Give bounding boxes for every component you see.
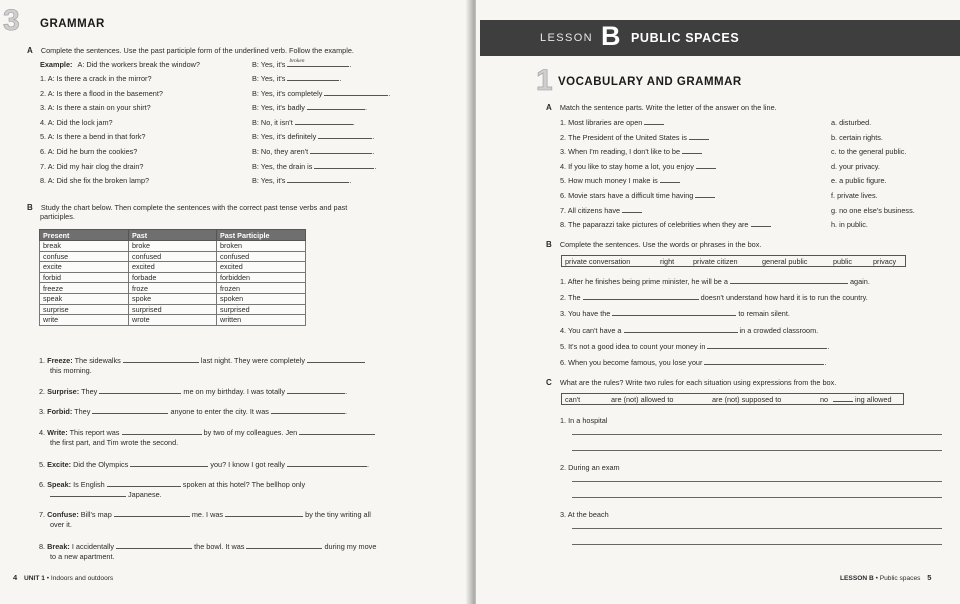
sentence-part: last night. They were completely	[200, 356, 305, 365]
sentence-part: It's not a good idea to count your money in	[568, 341, 706, 351]
word-box-item: private citizen	[693, 257, 738, 266]
chart-cell: speak	[40, 293, 129, 304]
answer-blank[interactable]	[287, 176, 349, 183]
chart-cell: break	[40, 241, 129, 252]
exercise-row	[39, 510, 371, 519]
answer-blank[interactable]	[123, 356, 199, 363]
question-row	[40, 162, 143, 171]
answer-text: private lives.	[837, 191, 878, 200]
fill-row	[560, 358, 826, 367]
match-answer	[831, 176, 887, 185]
verb-label: Forbid:	[47, 407, 73, 416]
match-text: If you like to stay home a lot, you enjoy	[568, 161, 694, 171]
part-b-header: B Study the chart below. Then complete the sentences with the correct past tense verbs and past	[27, 203, 348, 212]
right-page	[476, 0, 960, 604]
answer-blank[interactable]	[310, 147, 372, 154]
word-box-item: privacy	[873, 257, 897, 266]
answer-blank[interactable]	[622, 206, 642, 213]
sentence-part: the bowl. It was	[194, 542, 245, 551]
answer-letter: e.	[831, 176, 838, 186]
answer-blank[interactable]	[295, 118, 353, 125]
sentence-part: by the tiny writing all	[305, 510, 371, 519]
match-answer	[831, 147, 906, 156]
situation-row	[560, 463, 620, 472]
item-number: 3.	[560, 309, 567, 319]
item-number: 2.	[40, 88, 47, 98]
answer-row: B: Yes, the drain is .	[252, 161, 377, 171]
answer-blank[interactable]	[704, 358, 827, 367]
question-text: A: Is there a flood in the basement?	[47, 88, 163, 98]
item-number: 4.	[560, 161, 567, 171]
answer-blank[interactable]	[707, 341, 830, 351]
sentence-part: by two of my colleagues. Jen	[203, 428, 298, 437]
word-box-item: general public	[762, 257, 808, 266]
sentence-part: again.	[850, 277, 870, 286]
sentence-part: over it.	[50, 520, 72, 529]
answer-letter: f.	[831, 191, 836, 200]
answer-blank[interactable]	[612, 309, 736, 316]
match-row	[560, 176, 680, 185]
question-row	[40, 89, 163, 98]
answer-text: certain rights.	[839, 132, 883, 142]
verb-label: Speak:	[47, 480, 72, 489]
r-part-c-header: C What are the rules? Write two rules for each situation using expressions from the box.	[546, 378, 837, 387]
item-number: 1.	[560, 277, 567, 286]
question-row	[40, 132, 145, 141]
example-answer: B: Yes, it's broken .	[252, 58, 352, 69]
match-text: When I'm reading, I don't like to be	[568, 147, 681, 157]
situation-row	[560, 416, 607, 425]
chart-cell: broke	[129, 241, 217, 252]
match-row	[560, 118, 664, 127]
answer-blank[interactable]	[287, 74, 339, 81]
sentence-part: me on my birthday. I was totally	[183, 387, 286, 396]
sentence-part: The	[568, 293, 581, 303]
exercise-row: 3. Forbid: They anyone to enter the city. It was .	[39, 407, 347, 416]
answer-blank[interactable]	[644, 118, 664, 125]
exercise-row	[39, 480, 305, 489]
lesson-banner: LESSON B PUBLIC SPACES	[480, 20, 960, 56]
word-box-item: public	[833, 257, 853, 266]
verb-label: Confuse:	[47, 510, 79, 519]
fill-row	[560, 309, 790, 318]
answer-blank[interactable]	[287, 387, 345, 394]
match-row	[560, 147, 702, 156]
answer-row: B: Yes, it's .	[252, 176, 352, 186]
answer-blank[interactable]	[751, 220, 771, 227]
answer-blank[interactable]	[695, 191, 715, 198]
chart-cell: forbidden	[217, 272, 306, 283]
table-row	[40, 241, 306, 252]
left-footer: 4 UNIT 1 • Indoors and outdoors	[13, 573, 114, 582]
table-row	[40, 251, 306, 262]
exercise-row-cont	[50, 520, 72, 529]
item-number: 1.	[39, 356, 46, 365]
sentence-part: to a new apartment.	[50, 552, 115, 561]
answer-row: B: No, they aren't .	[252, 147, 375, 156]
question-text: A: Did the lock jam?	[47, 117, 113, 127]
item-number: 3.	[560, 147, 567, 157]
exercise-row	[39, 542, 376, 551]
chart-header-cell: Present	[40, 230, 129, 241]
answer-text: in public.	[839, 220, 868, 230]
answer-blank[interactable]	[130, 460, 208, 467]
answer-blank[interactable]	[624, 326, 738, 333]
item-number: 6.	[560, 358, 567, 367]
sentence-part: you? I know I got really	[210, 460, 285, 469]
question-row	[40, 147, 137, 156]
chart-header-cell: Past	[129, 230, 217, 241]
chart-cell: confused	[217, 251, 306, 262]
answer-blank[interactable]	[99, 387, 181, 394]
item-number: 7.	[560, 205, 567, 215]
exercise-row	[39, 356, 365, 365]
answer-blank[interactable]	[314, 162, 374, 169]
match-answer	[831, 162, 880, 171]
sentence-part: The sidewalks	[74, 356, 121, 365]
fill-row	[560, 342, 829, 351]
item-number: 8.	[40, 176, 47, 186]
item-number: 4.	[560, 325, 567, 335]
verb-label: Write:	[47, 428, 68, 437]
item-number: 2.	[560, 463, 567, 472]
question-text: A: Is there a bend in that fork?	[47, 132, 146, 142]
chart-cell: written	[217, 315, 306, 326]
item-number: 8.	[560, 220, 567, 230]
item-number: 3.	[560, 510, 567, 519]
word-box-item: ing allowed	[855, 394, 892, 405]
answer-blank[interactable]	[122, 428, 202, 435]
item-number: 5.	[560, 176, 567, 186]
example-line: Example: A: Did the workers break the window?	[40, 60, 200, 69]
sentence-part: You have the	[568, 309, 611, 319]
exercise-row-cont	[50, 552, 115, 561]
right-footer: LESSON B • Public spaces 5	[840, 573, 932, 582]
sentence-part: They	[74, 407, 91, 416]
question-text: A: Did he burn the cookies?	[47, 147, 138, 156]
item-number: 3.	[39, 407, 46, 416]
answer-prompt: B: Yes, it's badly	[252, 103, 305, 113]
word-box-item: can't	[565, 395, 581, 404]
chart-cell: surprised	[129, 304, 217, 315]
verb-label: Freeze:	[47, 356, 73, 365]
answer-letter: g.	[831, 205, 838, 215]
table-row	[40, 315, 306, 326]
sentence-part: in a crowded classroom.	[739, 325, 819, 335]
table-row	[40, 293, 306, 304]
answer-letter: c.	[831, 147, 837, 157]
verb-label: Excite:	[47, 460, 72, 469]
answer-text: a public figure.	[839, 176, 887, 186]
fill-row	[560, 326, 818, 335]
sentence-part: me. I was	[191, 510, 224, 519]
writing-line[interactable]	[572, 481, 942, 482]
writing-line[interactable]	[572, 528, 942, 529]
sentence-part: .	[824, 358, 827, 367]
writing-line[interactable]	[572, 434, 942, 435]
answer-row: B: Yes, it's .	[252, 74, 342, 83]
question-row	[40, 74, 152, 83]
match-answer	[831, 191, 878, 200]
chart-cell: spoke	[129, 293, 217, 304]
word-box-item: private conversation	[565, 257, 631, 266]
item-number: 6.	[560, 191, 567, 200]
answer-blank[interactable]	[307, 356, 365, 363]
sentence-part: You can't have a	[568, 325, 622, 335]
answer-text: your privacy.	[839, 161, 880, 171]
answer-blank[interactable]	[583, 293, 699, 300]
verb-label: Surprise:	[47, 387, 80, 396]
answer-prompt: B: Yes, it's	[252, 74, 286, 83]
answer-blank[interactable]	[225, 510, 303, 517]
chart-cell: confused	[129, 251, 217, 262]
exercise-row: 2. Surprise: They me on my birthday. I was totally .	[39, 387, 348, 396]
word-box-item: are (not) allowed to	[611, 395, 674, 404]
sentence-part: I accidentally	[71, 542, 115, 551]
writing-line[interactable]	[572, 544, 942, 545]
sentence-part: This report was	[69, 428, 120, 437]
match-answer	[831, 133, 883, 142]
exercise-row: 5. Excite: Did the Olympics you? I know I got really .	[39, 460, 370, 469]
answer-blank[interactable]	[114, 510, 190, 517]
answer-blank[interactable]	[246, 542, 322, 549]
item-number: 4.	[39, 428, 46, 437]
answer-text: no one else's business.	[839, 205, 915, 215]
fill-row	[560, 293, 868, 302]
sentence-part: during my move	[324, 542, 377, 551]
answer-blank[interactable]	[116, 542, 192, 549]
match-answer	[831, 206, 915, 215]
writing-line[interactable]	[572, 450, 942, 451]
section-title: GRAMMAR	[40, 18, 105, 30]
item-number: 6.	[39, 480, 46, 489]
answer-prompt: B: Yes, the drain is	[252, 161, 313, 171]
answer-blank[interactable]	[660, 176, 680, 183]
match-text: All citizens have	[567, 205, 621, 215]
question-text: A: Did she fix the broken lamp?	[47, 176, 150, 186]
word-box-item: no	[820, 395, 829, 404]
answer-blank[interactable]	[271, 407, 345, 414]
chart-cell: spoken	[217, 293, 306, 304]
item-number: 1.	[560, 118, 567, 127]
situation-text: During an exam	[568, 463, 620, 472]
sentence-part: Did the Olympics	[73, 460, 129, 469]
answer-row: B: Yes, it's completely .	[252, 88, 391, 98]
item-number: 1.	[40, 74, 47, 83]
answer-blank[interactable]	[307, 103, 365, 110]
part-b-header-cont: participles.	[40, 212, 75, 221]
word-box-b	[561, 255, 906, 267]
section-number-badge: 3	[3, 4, 20, 37]
chart-cell: confuse	[40, 251, 129, 262]
answer-letter: b.	[831, 132, 838, 142]
word-box-item: are (not) supposed to	[712, 395, 782, 404]
answer-prompt: B: Yes, it's definitely	[252, 132, 317, 142]
answer-blank[interactable]	[92, 407, 168, 414]
table-row	[40, 283, 306, 294]
chart-cell: wrote	[129, 315, 217, 326]
verb-label: Break:	[47, 542, 70, 551]
section-number-badge: 1	[536, 64, 553, 97]
item-number: 4.	[40, 117, 47, 127]
answer-blank[interactable]	[696, 162, 716, 169]
question-row	[40, 176, 149, 185]
match-text: The President of the United States is	[568, 132, 687, 142]
table-row	[40, 272, 306, 283]
match-row	[560, 133, 709, 142]
table-row	[40, 304, 306, 315]
item-number: 5.	[39, 460, 46, 469]
answer-prompt: B: Yes, it's completely	[252, 88, 323, 98]
match-text: The paparazzi take pictures of celebrities when they are	[568, 220, 749, 230]
question-row	[40, 118, 113, 127]
item-number: 1.	[560, 416, 567, 425]
chart-cell: excited	[217, 262, 306, 273]
match-text: How much money I make is	[568, 176, 658, 186]
item-number: 5.	[40, 132, 47, 142]
answer-blank[interactable]	[324, 89, 388, 96]
exercise-row-cont	[50, 490, 162, 499]
chart-cell: excited	[129, 262, 217, 273]
sentence-part: Japanese.	[128, 490, 162, 499]
part-a-header: A Complete the sentences. Use the past participle form of the underlined verb. Follow the example.	[27, 46, 354, 55]
fill-row	[560, 277, 870, 286]
word-box-item: right	[660, 257, 675, 266]
chart-cell: broken	[217, 241, 306, 252]
chart-cell: freeze	[40, 283, 129, 294]
match-row	[560, 162, 716, 171]
question-text: A: Is there a stain on your shirt?	[47, 103, 151, 113]
sentence-part: spoken at this hotel? The bellhop only	[182, 480, 306, 489]
match-row	[560, 220, 771, 229]
match-answer	[831, 118, 871, 127]
situation-text: In a hospital	[568, 416, 608, 425]
word-box-blank	[833, 395, 853, 402]
answer-blank[interactable]	[318, 132, 372, 139]
match-text: Most libraries are open	[568, 118, 643, 127]
word-box-c	[561, 393, 904, 405]
r-part-b-header: B Complete the sentences. Use the words or phrases in the box.	[546, 240, 762, 249]
verb-chart	[39, 229, 306, 326]
answer-blank[interactable]	[107, 480, 181, 487]
sentence-part: They	[81, 387, 98, 396]
item-number: 6.	[40, 147, 47, 156]
answer-blank[interactable]	[287, 460, 367, 467]
answer-row: B: Yes, it's definitely .	[252, 132, 375, 142]
item-number: 2.	[560, 132, 567, 142]
exercise-row	[39, 428, 375, 437]
sentence-part: When you become famous, you lose your	[568, 358, 703, 367]
answer-blank[interactable]	[730, 277, 848, 284]
chart-cell: surprised	[217, 304, 306, 315]
match-answer	[831, 220, 868, 229]
sentence-part: this morning.	[50, 366, 92, 375]
writing-line[interactable]	[572, 497, 942, 498]
answer-row: B: Yes, it's badly .	[252, 103, 367, 113]
answer-blank[interactable]	[50, 490, 126, 497]
chart-cell: forbid	[40, 272, 129, 283]
exercise-row-cont	[50, 366, 92, 375]
answer-prompt: B: Yes, it's	[252, 176, 286, 186]
chart-cell: surprise	[40, 304, 129, 315]
sentence-part: Bill's map	[80, 510, 112, 519]
match-text: Movie stars have a difficult time having	[568, 191, 694, 200]
answer-text: to the general public.	[838, 147, 907, 157]
answer-blank[interactable]	[299, 428, 375, 435]
sentence-part: After he finishes being prime minister, he will be a	[567, 277, 728, 286]
chart-cell: frozen	[217, 283, 306, 294]
chart-header-cell: Past Participle	[217, 230, 306, 241]
item-number: 8.	[39, 542, 46, 551]
sentence-part: to remain silent.	[738, 309, 790, 319]
answer-prompt: B: No, they aren't	[252, 147, 309, 156]
item-number: 2.	[39, 387, 46, 396]
answer-letter: d.	[831, 161, 838, 171]
question-row	[40, 103, 151, 112]
sentence-part: doesn't understand how hard it is to run the country.	[700, 293, 868, 303]
chart-cell: froze	[129, 283, 217, 294]
sentence-part: .	[827, 341, 830, 351]
sentence-part: the first part, and Tim wrote the second.	[50, 438, 179, 447]
item-number: 5.	[560, 341, 567, 351]
item-number: 7.	[40, 161, 47, 171]
chart-cell: forbade	[129, 272, 217, 283]
match-row	[560, 206, 642, 215]
item-number: 3.	[40, 103, 47, 113]
answer-letter: a.	[831, 118, 838, 127]
answer-blank[interactable]	[689, 133, 709, 140]
item-number: 2.	[560, 293, 567, 303]
situation-row	[560, 510, 609, 519]
left-page	[0, 0, 470, 604]
answer-text: disturbed.	[839, 118, 872, 127]
question-text: A: Is there a crack in the mirror?	[47, 74, 152, 83]
answer-prompt: B: No, it isn't	[252, 117, 293, 127]
section-title: VOCABULARY AND GRAMMAR	[558, 76, 742, 88]
match-row	[560, 191, 715, 200]
chart-cell: write	[40, 315, 129, 326]
sentence-part: anyone to enter the city. It was	[170, 407, 269, 416]
situation-text: At the beach	[567, 510, 609, 519]
exercise-row-cont	[50, 438, 178, 447]
item-number: 7.	[39, 510, 46, 519]
sentence-part: Is English	[73, 480, 105, 489]
chart-cell: excite	[40, 262, 129, 273]
answer-row: B: No, it isn't .	[252, 117, 355, 127]
table-row	[40, 262, 306, 273]
r-part-a-header: A Match the sentence parts. Write the letter of the answer on the line.	[546, 103, 777, 112]
question-text: A: Did my hair clog the drain?	[47, 161, 144, 171]
answer-letter: h.	[831, 220, 838, 230]
answer-blank[interactable]	[682, 147, 702, 154]
